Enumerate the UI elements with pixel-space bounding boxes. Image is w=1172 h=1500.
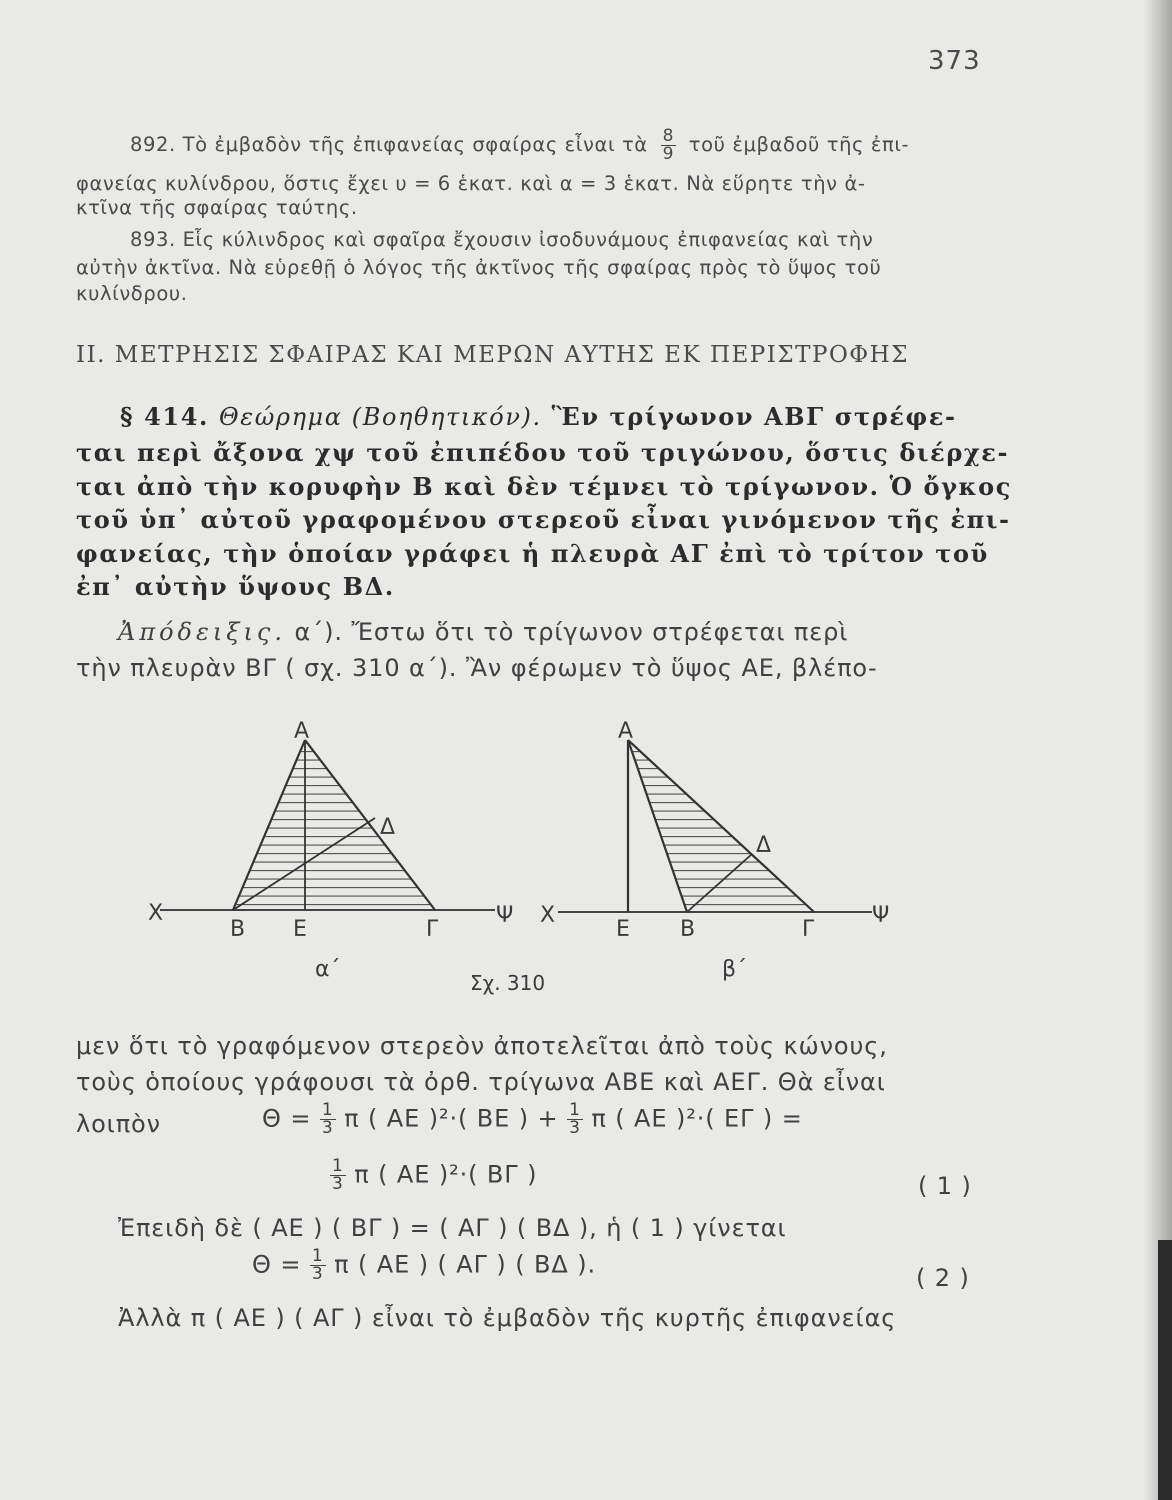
fraction-one-third-b <box>567 1102 583 1137</box>
proof-line-4: τοὺς ὁποίους γράφουσι τὰ ὀρθ. τρίγωνα ΑΒΕ καὶ ΑΕΓ. Θὰ εἶναι <box>76 1068 886 1096</box>
point-g-label-beta: Γ <box>802 917 815 942</box>
theorem-line-2: ται περὶ ἄξονα χψ τοῦ ἐπιπέδου τοῦ τριγώνου, ὅστις διέρχε- <box>76 438 1010 467</box>
point-a-label: Α <box>294 719 310 744</box>
exercise-893-line-3: κυλίνδρου. <box>76 282 188 305</box>
fraction-numerator: 1 <box>569 1100 581 1120</box>
equation-2-number: ( 2 ) <box>916 1264 970 1292</box>
proof-label: Ἀπόδειξις. <box>118 618 286 646</box>
fraction-one-third-d <box>310 1248 326 1283</box>
equation-1-number: ( 1 ) <box>918 1172 972 1200</box>
eq1-theta-equals: Θ = <box>262 1104 312 1133</box>
figure-beta-label: β΄ <box>722 957 748 982</box>
point-d-label: Δ <box>380 815 396 840</box>
point-g-label: Γ <box>426 917 439 942</box>
equation-1-line-1 <box>262 1102 803 1137</box>
point-b-label-beta: Β <box>680 917 696 942</box>
fraction-numerator: 1 <box>332 1156 344 1176</box>
fraction-denominator: 3 <box>569 1118 581 1138</box>
theorem-line-3: ται ἀπὸ τὴν κορυφὴν Β καὶ δὲν τέμνει τὸ τρίγωνον. Ὁ ὄγκος <box>76 472 1012 501</box>
axis-y-label-right: Ψ <box>872 903 890 928</box>
proof-line-5-word: λοιπὸν <box>76 1110 161 1138</box>
figure-310 <box>130 700 930 1010</box>
since-line: Ἐπειδὴ δὲ ( ΑΕ ) ( ΒΓ ) = ( ΑΓ ) ( ΒΔ ), ἡ ( 1 ) γίνεται <box>118 1214 787 1242</box>
last-line: Ἀλλὰ π ( ΑΕ ) ( ΑΓ ) εἶναι τὸ ἐμβαδὸν τῆς κυρτῆς ἐπιφανείας <box>118 1304 897 1332</box>
eq1-line-2-text: π ( ΑΕ )²·( ΒΓ ) <box>354 1160 538 1189</box>
exercise-892-line-3: κτῖνα τῆς σφαίρας ταύτης. <box>76 196 358 219</box>
point-e-label-beta: Ε <box>616 917 630 942</box>
point-b-label: Β <box>230 917 246 942</box>
exercise-892-line-1 <box>130 128 909 163</box>
fraction-denominator: 3 <box>321 1118 334 1138</box>
theorem-title: Θεώρημα (Βοηθητικόν). <box>218 403 542 431</box>
section-heading: II. ΜΕΤΡΗΣΙΣ ΣΦΑΙΡΑΣ ΚΑΙ ΜΕΡΩΝ ΑΥΤΗΣ ΕΚ ΠΕΡΙΣΤΡΟΦΗΣ <box>76 342 909 368</box>
eq1-term-1: π ( ΑΕ )²·( ΒΕ ) + <box>344 1104 559 1133</box>
eq1-term-2: π ( ΑΕ )²·( ΕΓ ) = <box>591 1104 803 1133</box>
theorem-label: § 414. <box>120 402 209 431</box>
fraction-denominator: 3 <box>332 1174 344 1194</box>
fraction-one-third-c <box>330 1158 346 1193</box>
eq2-term: π ( ΑΕ ) ( ΑΓ ) ( ΒΔ ). <box>334 1250 596 1279</box>
axis-x-label-right: Χ <box>540 903 556 928</box>
fraction-one-third-a <box>320 1102 336 1137</box>
theorem-line-1-text: Ἓν τρίγωνον ΑΒΓ στρέφε- <box>551 402 957 431</box>
page-edge-dark <box>1158 1240 1172 1500</box>
point-e-label: Ε <box>293 917 307 942</box>
fraction-numerator: 1 <box>321 1100 334 1120</box>
figure-beta <box>540 719 889 982</box>
theorem-line-5: φανείας, τὴν ὁποίαν γράφει ἡ πλευρὰ ΑΓ ἐπὶ τὸ τρίτον τοῦ <box>76 539 989 568</box>
fraction-denominator: 3 <box>311 1264 324 1284</box>
proof-line-1 <box>118 618 848 646</box>
exercise-893-line-1: 893. Εἷς κύλινδρος καὶ σφαῖρα ἔχουσιν ἰσοδυνάμους ἐπιφανείας καὶ τὴν <box>130 228 874 251</box>
exercise-892-line-2: φανείας κυλίνδρου, ὅστις ἔχει υ = 6 ἑκατ. καὶ α = 3 ἑκατ. Νὰ εὕρητε τὴν ἀ- <box>76 172 866 195</box>
theorem-line-4: τοῦ ὑπ᾿ αὐτοῦ γραφομένου στερεοῦ εἶναι γινόμενον τῆς ἐπι- <box>76 505 1011 534</box>
fraction-numerator: 1 <box>311 1246 324 1266</box>
fraction-denominator: 9 <box>662 144 674 164</box>
proof-line-3: μεν ὅτι τὸ γραφόμενον στερεὸν ἀποτελεῖται ἀπὸ τοὺς κώνους, <box>76 1032 888 1060</box>
axis-y-label-left: Ψ <box>496 903 514 928</box>
fraction-numerator: 8 <box>662 126 674 146</box>
equation-2 <box>252 1248 596 1283</box>
point-a-label-beta: Α <box>618 719 634 744</box>
equation-1-line-2 <box>330 1158 537 1193</box>
exercise-892-text-a: 892. Τὸ ἐμβαδὸν τῆς ἐπιφανείας σφαίρας εἶναι τὰ <box>130 133 648 156</box>
exercise-893-line-2: αὐτὴν ἀκτῖνα. Νὰ εὑρεθῇ ὁ λόγος τῆς ἀκτῖνος τῆς σφαίρας πρὸς τὸ ὕψος τοῦ <box>76 256 882 279</box>
page-number: 373 <box>928 46 981 76</box>
point-d-label-beta: Δ <box>756 833 772 858</box>
fraction-8-9 <box>661 128 676 163</box>
figure-alpha-label: α΄ <box>315 957 341 982</box>
figure-alpha <box>148 719 513 982</box>
axis-x-label-left: Χ <box>148 901 164 926</box>
exercise-892-text-b: τοῦ ἐμβαδοῦ τῆς ἐπι- <box>688 133 910 156</box>
triangle-abg-hatch <box>233 740 435 910</box>
theorem-line-6: ἐπ᾿ αὐτὴν ὕψους ΒΔ. <box>76 572 395 601</box>
theorem-line-1 <box>120 402 957 431</box>
figure-caption: Σχ. 310 <box>470 971 546 995</box>
proof-line-1-text: α΄). Ἔστω ὅτι τὸ τρίγωνον στρέφεται περὶ <box>294 618 849 646</box>
eq2-theta-equals: Θ = <box>252 1250 302 1279</box>
proof-line-2: τὴν πλευρὰν ΒΓ ( σχ. 310 α΄). Ἂν φέρωμεν τὸ ὕψος ΑΕ, βλέπο- <box>76 654 878 682</box>
